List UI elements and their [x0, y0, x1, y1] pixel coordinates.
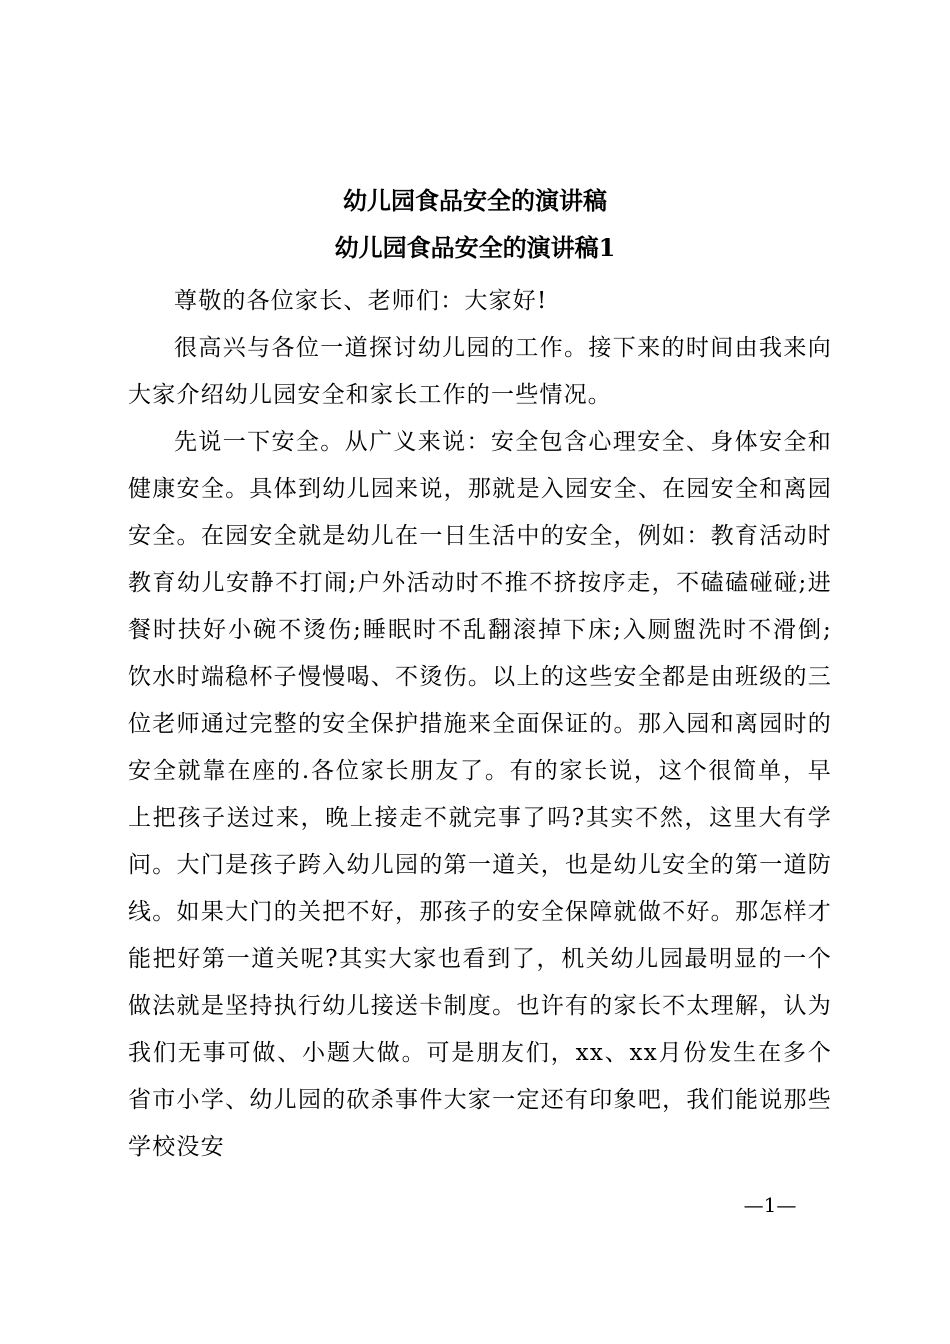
page-number: —1— [743, 1193, 797, 1217]
paragraph-greeting: 尊敬的各位家长、老师们：大家好! [174, 288, 548, 314]
paragraph-intro: 很高兴与各位一道探讨幼儿园的工作。接下来的时间由我来向大家介绍幼儿园安全和家长工作的一些情况。 [128, 335, 832, 408]
document-subtitle: 幼儿园食品安全的演讲稿1 [334, 233, 616, 262]
document-title: 幼儿园食品安全的演讲稿 [343, 186, 607, 215]
document-body [128, 278, 832, 1171]
paragraph-safety: 先说一下安全。从广义来说：安全包含心理安全、身体安全和健康安全。具体到幼儿园来说，那就是入园安全、在园安全和离园安全。在园安全就是幼儿在一日生活中的安全，例如：教育活动时教育幼儿安静不打闹;户外活动时不推不挤按序走，不磕磕碰碰;进餐时扶好小碗不烫伤;睡眠时不乱翻滚掉下床;入厕盥洗时不滑倒;饮水时端稳杯子慢慢喝、不烫伤。以上的这些安全都是由班级的三位老师通过完整的安全保护措施来全面保证的。那入园和离园时的安全就靠在座的.各位家长朋友了。有的家长说，这个很简单，早上把孩子送过来，晚上接走不就完事了吗?其实不然，这里大有学问。大门是孩子跨入幼儿园的第一道关，也是幼儿安全的第一道防线。如果大门的关把不好，那孩子的安全保障就做不好。那怎样才能把好第一道关呢?其实大家也看到了，机关幼儿园最明显的一个做法就是坚持执行幼儿接送卡制度。也许有的家长不太理解，认为我们无事可做、小题大做。可是朋友们，xx、xx月份发生在多个省市小学、幼儿园的砍杀事件大家一定还有印象吧，我们能说那些学校没安 [128, 429, 832, 1160]
